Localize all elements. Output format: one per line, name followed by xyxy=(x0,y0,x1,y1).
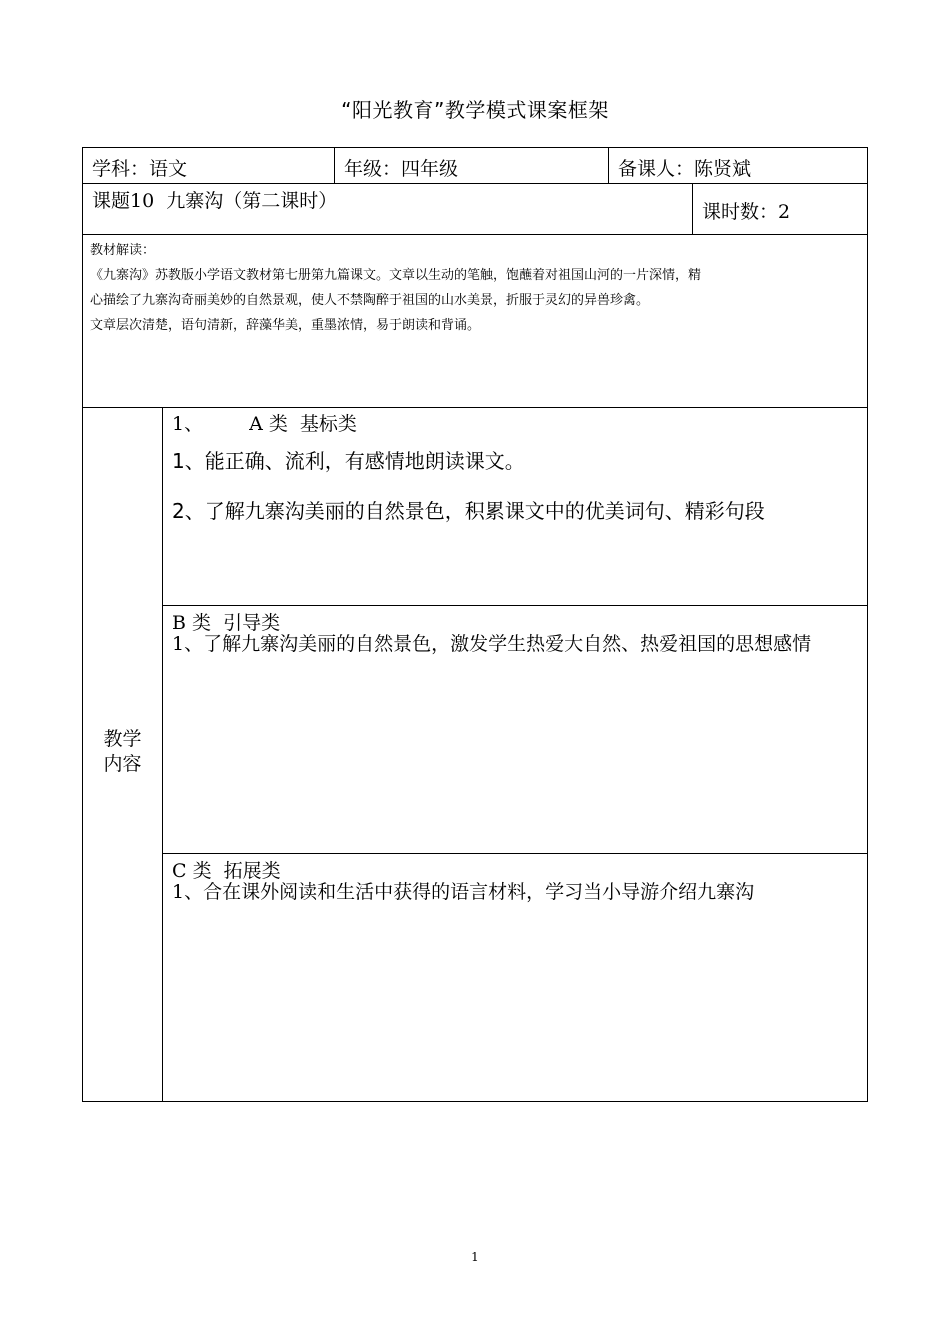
category-a-heading xyxy=(172,409,357,436)
label-line: 内容 xyxy=(103,753,142,775)
item-number: 1 xyxy=(172,449,185,473)
periods-cell xyxy=(693,183,867,234)
category-a-item xyxy=(172,495,765,524)
category-b-heading: B 类 引导类 xyxy=(172,612,281,634)
topic-cell xyxy=(83,183,693,234)
label-line: 教学 xyxy=(103,728,142,750)
material-row xyxy=(82,234,868,408)
category-a-index: 1、 xyxy=(172,413,204,435)
header-row xyxy=(82,147,868,184)
material-interpretation xyxy=(90,238,861,338)
category-c-heading: C 类 拓展类 xyxy=(172,860,281,882)
subject-text: 学科：语文 xyxy=(92,158,188,180)
item-text: 、了解九寨沟美丽的自然景色，积累课文中的优美词句、精彩句段 xyxy=(184,499,765,523)
item-number: 2 xyxy=(172,499,185,523)
material-line: 文章层次清楚，语句清新，辞藻华美，重墨浓情，易于朗读和背诵。 xyxy=(90,318,481,333)
subject-cell xyxy=(83,148,335,183)
teacher-cell xyxy=(609,148,867,183)
grade-cell xyxy=(335,148,609,183)
teaching-content-label xyxy=(83,727,162,777)
topic-text: 课题10 九寨沟（第二课时） xyxy=(92,190,338,212)
category-b-text: 1、了解九寨沟美丽的自然景色，激发学生热爱大自然、热爱祖国的思想感情 xyxy=(172,633,812,655)
category-c-text: 1、合在课外阅读和生活中获得的语言材料，学习当小导游介绍九寨沟 xyxy=(172,881,755,903)
grade-text: 年级：四年级 xyxy=(344,158,459,180)
teaching-content-row xyxy=(82,407,868,1102)
category-a-title: A 类 基标类 xyxy=(249,413,357,435)
teacher-text: 备课人：陈贤斌 xyxy=(618,158,752,180)
material-line: 心描绘了九寨沟奇丽美妙的自然景观，使人不禁陶醉于祖国的山水美景，折服于灵幻的异兽珍禽。 xyxy=(90,293,650,308)
periods-text: 课时数：2 xyxy=(702,201,791,223)
topic-row xyxy=(82,183,868,235)
teaching-content-label-cell xyxy=(83,407,163,1101)
item-text: 、能正确、流利，有感情地朗读课文。 xyxy=(184,449,525,473)
material-line: 《九寨沟》苏教版小学语文教材第七册第九篇课文。文章以生动的笔触，饱蘸着对祖国山河的一片深情，精 xyxy=(90,268,702,283)
category-b-section xyxy=(163,606,867,854)
category-a-section xyxy=(163,407,867,606)
page-number: 1 xyxy=(471,1250,479,1264)
material-heading: 教材解读： xyxy=(90,243,156,258)
category-c-section xyxy=(163,854,867,1101)
document-title: “阳光教育”教学模式课案框架 xyxy=(341,98,609,122)
category-a-item xyxy=(172,445,525,474)
